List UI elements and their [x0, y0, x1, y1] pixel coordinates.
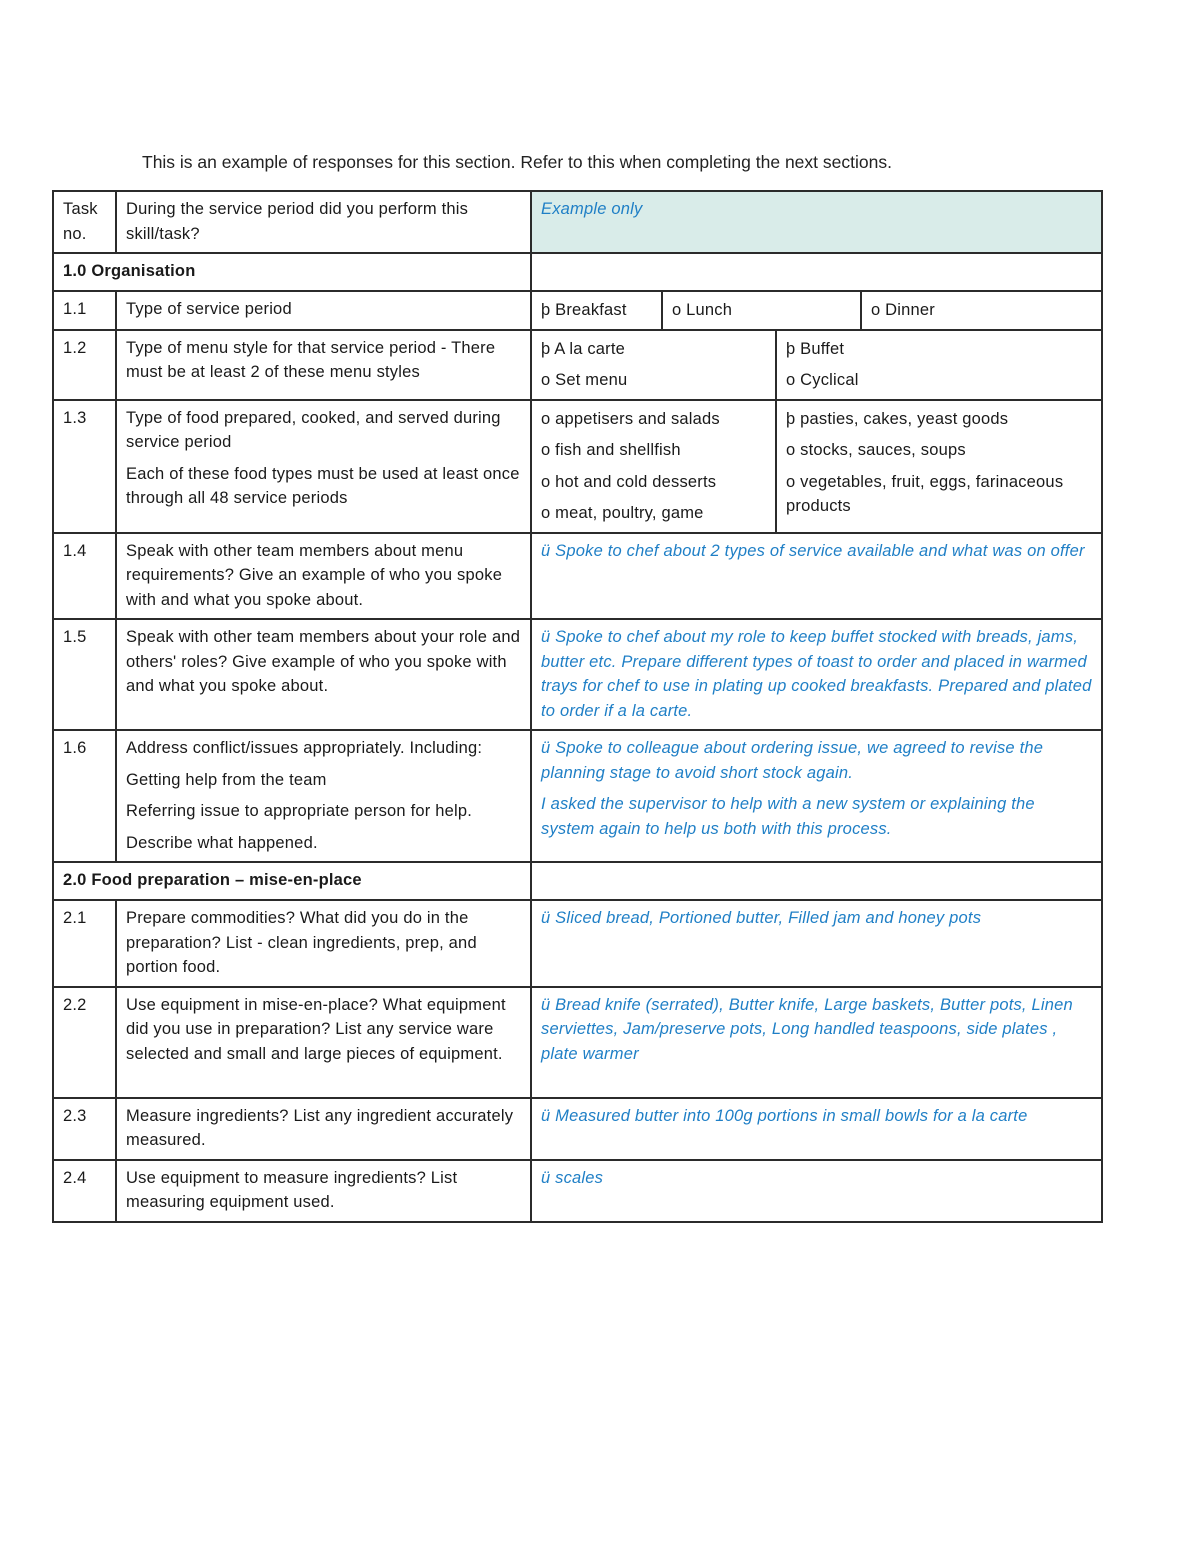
task-number: 1.2	[53, 330, 116, 400]
answer-cell	[531, 400, 1102, 533]
task-question: Speak with other team members about your role and others' roles? Give example of who you spoke with and what you spoke about.	[116, 619, 531, 730]
answer-cell	[531, 330, 1102, 400]
example-answer: ü Bread knife (serrated), Butter knife, Large baskets, Butter pots, Linen serviettes, Jam/preserve pots, Long handled teaspoons, side plates , plate warmer	[531, 987, 1102, 1098]
answer-cell	[531, 291, 1102, 330]
option-a-la-carte[interactable]: þ A la carte	[541, 339, 626, 358]
option-buffet[interactable]: þ Buffet	[786, 339, 845, 358]
option-dinner[interactable]: o Dinner	[861, 292, 1101, 329]
example-answer: ü Sliced bread, Portioned butter, Filled jam and honey pots	[531, 900, 1102, 987]
section-row	[53, 253, 1102, 291]
option-fish[interactable]: o fish and shellfish	[541, 441, 681, 459]
task-number: 1.5	[53, 619, 116, 730]
example-answer: ü Spoke to chef about my role to keep buffet stocked with breads, jams, butter etc. Prepare different types of toast to order and placed in warmed trays for chef to use in plating up cooked breakfasts. Prepared and plated to order if a la carte.	[531, 619, 1102, 730]
table-row	[53, 533, 1102, 620]
option-cyclical[interactable]: o Cyclical	[786, 371, 859, 389]
example-answer: ü scales	[531, 1160, 1102, 1222]
table-row	[53, 330, 1102, 400]
header-task-no: Task no.	[53, 191, 116, 253]
section-empty-cell	[531, 862, 1102, 900]
table-row	[53, 730, 1102, 862]
option-set-menu[interactable]: o Set menu	[541, 371, 628, 389]
section-row	[53, 862, 1102, 900]
intro-text: This is an example of responses for this section. Refer to this when completing the next sections.	[142, 152, 892, 172]
task-question: Use equipment to measure ingredients? List measuring equipment used.	[116, 1160, 531, 1222]
example-answer: ü Spoke to chef about 2 types of service available and what was on offer	[531, 533, 1102, 620]
table-row	[53, 987, 1102, 1098]
task-question	[116, 400, 531, 533]
option-vegetables[interactable]: o vegetables, fruit, eggs, farinaceous products	[786, 472, 1064, 515]
task-number: 2.1	[53, 900, 116, 987]
section-title-organisation: 1.0 Organisation	[53, 253, 531, 291]
task-question: Prepare commodities? What did you do in the preparation? List - clean ingredients, prep, and portion food.	[116, 900, 531, 987]
question-part: Each of these food types must be used at least once through all 48 service periods	[126, 464, 520, 507]
example-answer	[531, 730, 1102, 862]
question-part: Describe what happened.	[126, 833, 318, 852]
answer-part: I asked the supervisor to help with a new system or explaining the system again to help us both with this process.	[541, 795, 1035, 838]
task-table	[52, 190, 1103, 1223]
question-part: Type of food prepared, cooked, and served during service period	[126, 408, 501, 451]
task-question: Type of menu style for that service period - There must be at least 2 of these menu styles	[116, 330, 531, 400]
section-title-food-preparation: 2.0 Food preparation – mise-en-place	[53, 862, 531, 900]
table-row	[53, 619, 1102, 730]
task-number: 2.4	[53, 1160, 116, 1222]
task-number: 1.3	[53, 400, 116, 533]
header-example: Example only	[531, 191, 1102, 253]
option-pasties[interactable]: þ pasties, cakes, yeast goods	[786, 409, 1009, 428]
option-lunch[interactable]: o Lunch	[662, 292, 861, 329]
header-row	[53, 191, 1102, 253]
table-row	[53, 291, 1102, 330]
option-stocks[interactable]: o stocks, sauces, soups	[786, 441, 966, 459]
header-question: During the service period did you perform this skill/task?	[116, 191, 531, 253]
option-breakfast[interactable]: þ Breakfast	[541, 301, 627, 319]
task-number: 1.4	[53, 533, 116, 620]
task-number: 2.2	[53, 987, 116, 1098]
task-question: Measure ingredients? List any ingredient accurately measured.	[116, 1098, 531, 1160]
task-number: 2.3	[53, 1098, 116, 1160]
question-part: Getting help from the team	[126, 770, 327, 789]
answer-part: ü Spoke to colleague about ordering issue, we agreed to revise the planning stage to avoid short stock again.	[541, 739, 1044, 782]
task-question	[116, 730, 531, 862]
option-meat[interactable]: o meat, poultry, game	[541, 504, 704, 522]
task-number: 1.1	[53, 291, 116, 330]
task-question: Speak with other team members about menu requirements? Give an example of who you spoke with and what you spoke about.	[116, 533, 531, 620]
table-row	[53, 400, 1102, 533]
option-appetisers[interactable]: o appetisers and salads	[541, 409, 720, 428]
question-part: Address conflict/issues appropriately. Including:	[126, 739, 483, 757]
task-number: 1.6	[53, 730, 116, 862]
example-answer: ü Measured butter into 100g portions in small bowls for a la carte	[531, 1098, 1102, 1160]
option-desserts[interactable]: o hot and cold desserts	[541, 472, 717, 491]
table-row	[53, 1098, 1102, 1160]
section-empty-cell	[531, 253, 1102, 291]
task-question: Use equipment in mise-en-place? What equipment did you use in preparation? List any service ware selected and small and large pieces of equipment.	[116, 987, 531, 1098]
table-row	[53, 900, 1102, 987]
task-question: Type of service period	[116, 291, 531, 330]
table-row	[53, 1160, 1102, 1222]
question-part: Referring issue to appropriate person for help.	[126, 802, 473, 820]
